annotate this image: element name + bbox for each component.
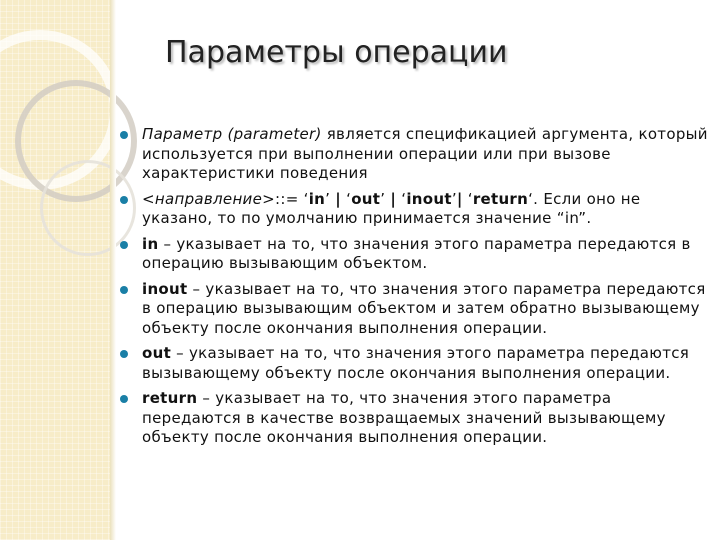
slide-title: Параметры операции xyxy=(165,35,508,70)
keyword-inout: inout xyxy=(406,189,452,208)
bullet-dot-icon xyxy=(120,241,128,249)
bullet-inout xyxy=(120,280,714,339)
bullet-text: ‘. Если оно не указано, то по умолчанию принимается значение “in”. xyxy=(142,189,641,227)
side-band-edge xyxy=(110,0,116,540)
bullet-term: return xyxy=(142,389,198,407)
bullet-term: Параметр (parameter) xyxy=(142,125,322,143)
syntax-bar: | xyxy=(335,189,342,208)
bullet-text: – указывает на то, что значения этого параметра передаются вызывающему объекту после окончания выполнения операции. xyxy=(142,344,690,382)
syntax-quote: ‘ xyxy=(341,189,352,208)
decorative-side-band xyxy=(0,0,110,540)
bullet-term: out xyxy=(142,344,172,362)
syntax-bar: | xyxy=(456,189,463,208)
bullet-dot-icon xyxy=(120,395,128,403)
syntax-quote: ’ xyxy=(451,189,457,208)
bullet-direction-syntax xyxy=(120,190,714,229)
bullet-dot-icon xyxy=(120,131,128,139)
syntax-direction: <направление> xyxy=(142,189,275,208)
syntax-quote: ‘ xyxy=(396,189,407,208)
bullet-text: является спецификацией аргумента, который используется при выполнении операции или при вызове характеристики поведения xyxy=(142,125,708,182)
syntax-quote: ’ xyxy=(380,189,391,208)
syntax-quote: ’ xyxy=(325,189,336,208)
bullet-term: inout xyxy=(142,279,188,298)
bullet-text: – указывает на то, что значения этого параметра передаются в операцию вызывающим объектом. xyxy=(142,234,691,272)
bullet-out xyxy=(120,344,714,383)
bullet-term: in xyxy=(142,234,159,253)
syntax-quote: ‘ xyxy=(462,189,473,208)
bullet-return xyxy=(120,389,714,448)
syntax-quote: ‘ xyxy=(298,189,309,208)
keyword-in: in xyxy=(308,189,326,208)
bullet-dot-icon xyxy=(120,196,128,204)
bullet-dot-icon xyxy=(120,350,128,358)
bullet-text: – указывает на то, что значения этого параметра передаются в качестве возвращаемых значений вызывающему объекту после окончания выполнения операции. xyxy=(142,389,666,446)
keyword-out: out xyxy=(351,189,381,208)
bullet-text: – указывает на то, что значения этого параметра передаются в операцию вызывающим объектом и затем обратно вызывающему объекту после окончания выполнения операции. xyxy=(142,279,706,337)
syntax-bar: | xyxy=(390,189,397,208)
bullet-list xyxy=(120,125,714,448)
bullet-dot-icon xyxy=(120,286,128,294)
keyword-return: return xyxy=(472,189,529,208)
bullet-parameter xyxy=(120,125,714,184)
syntax-assign: ::= xyxy=(275,189,299,208)
slide-content xyxy=(120,125,714,454)
bullet-in xyxy=(120,235,714,274)
